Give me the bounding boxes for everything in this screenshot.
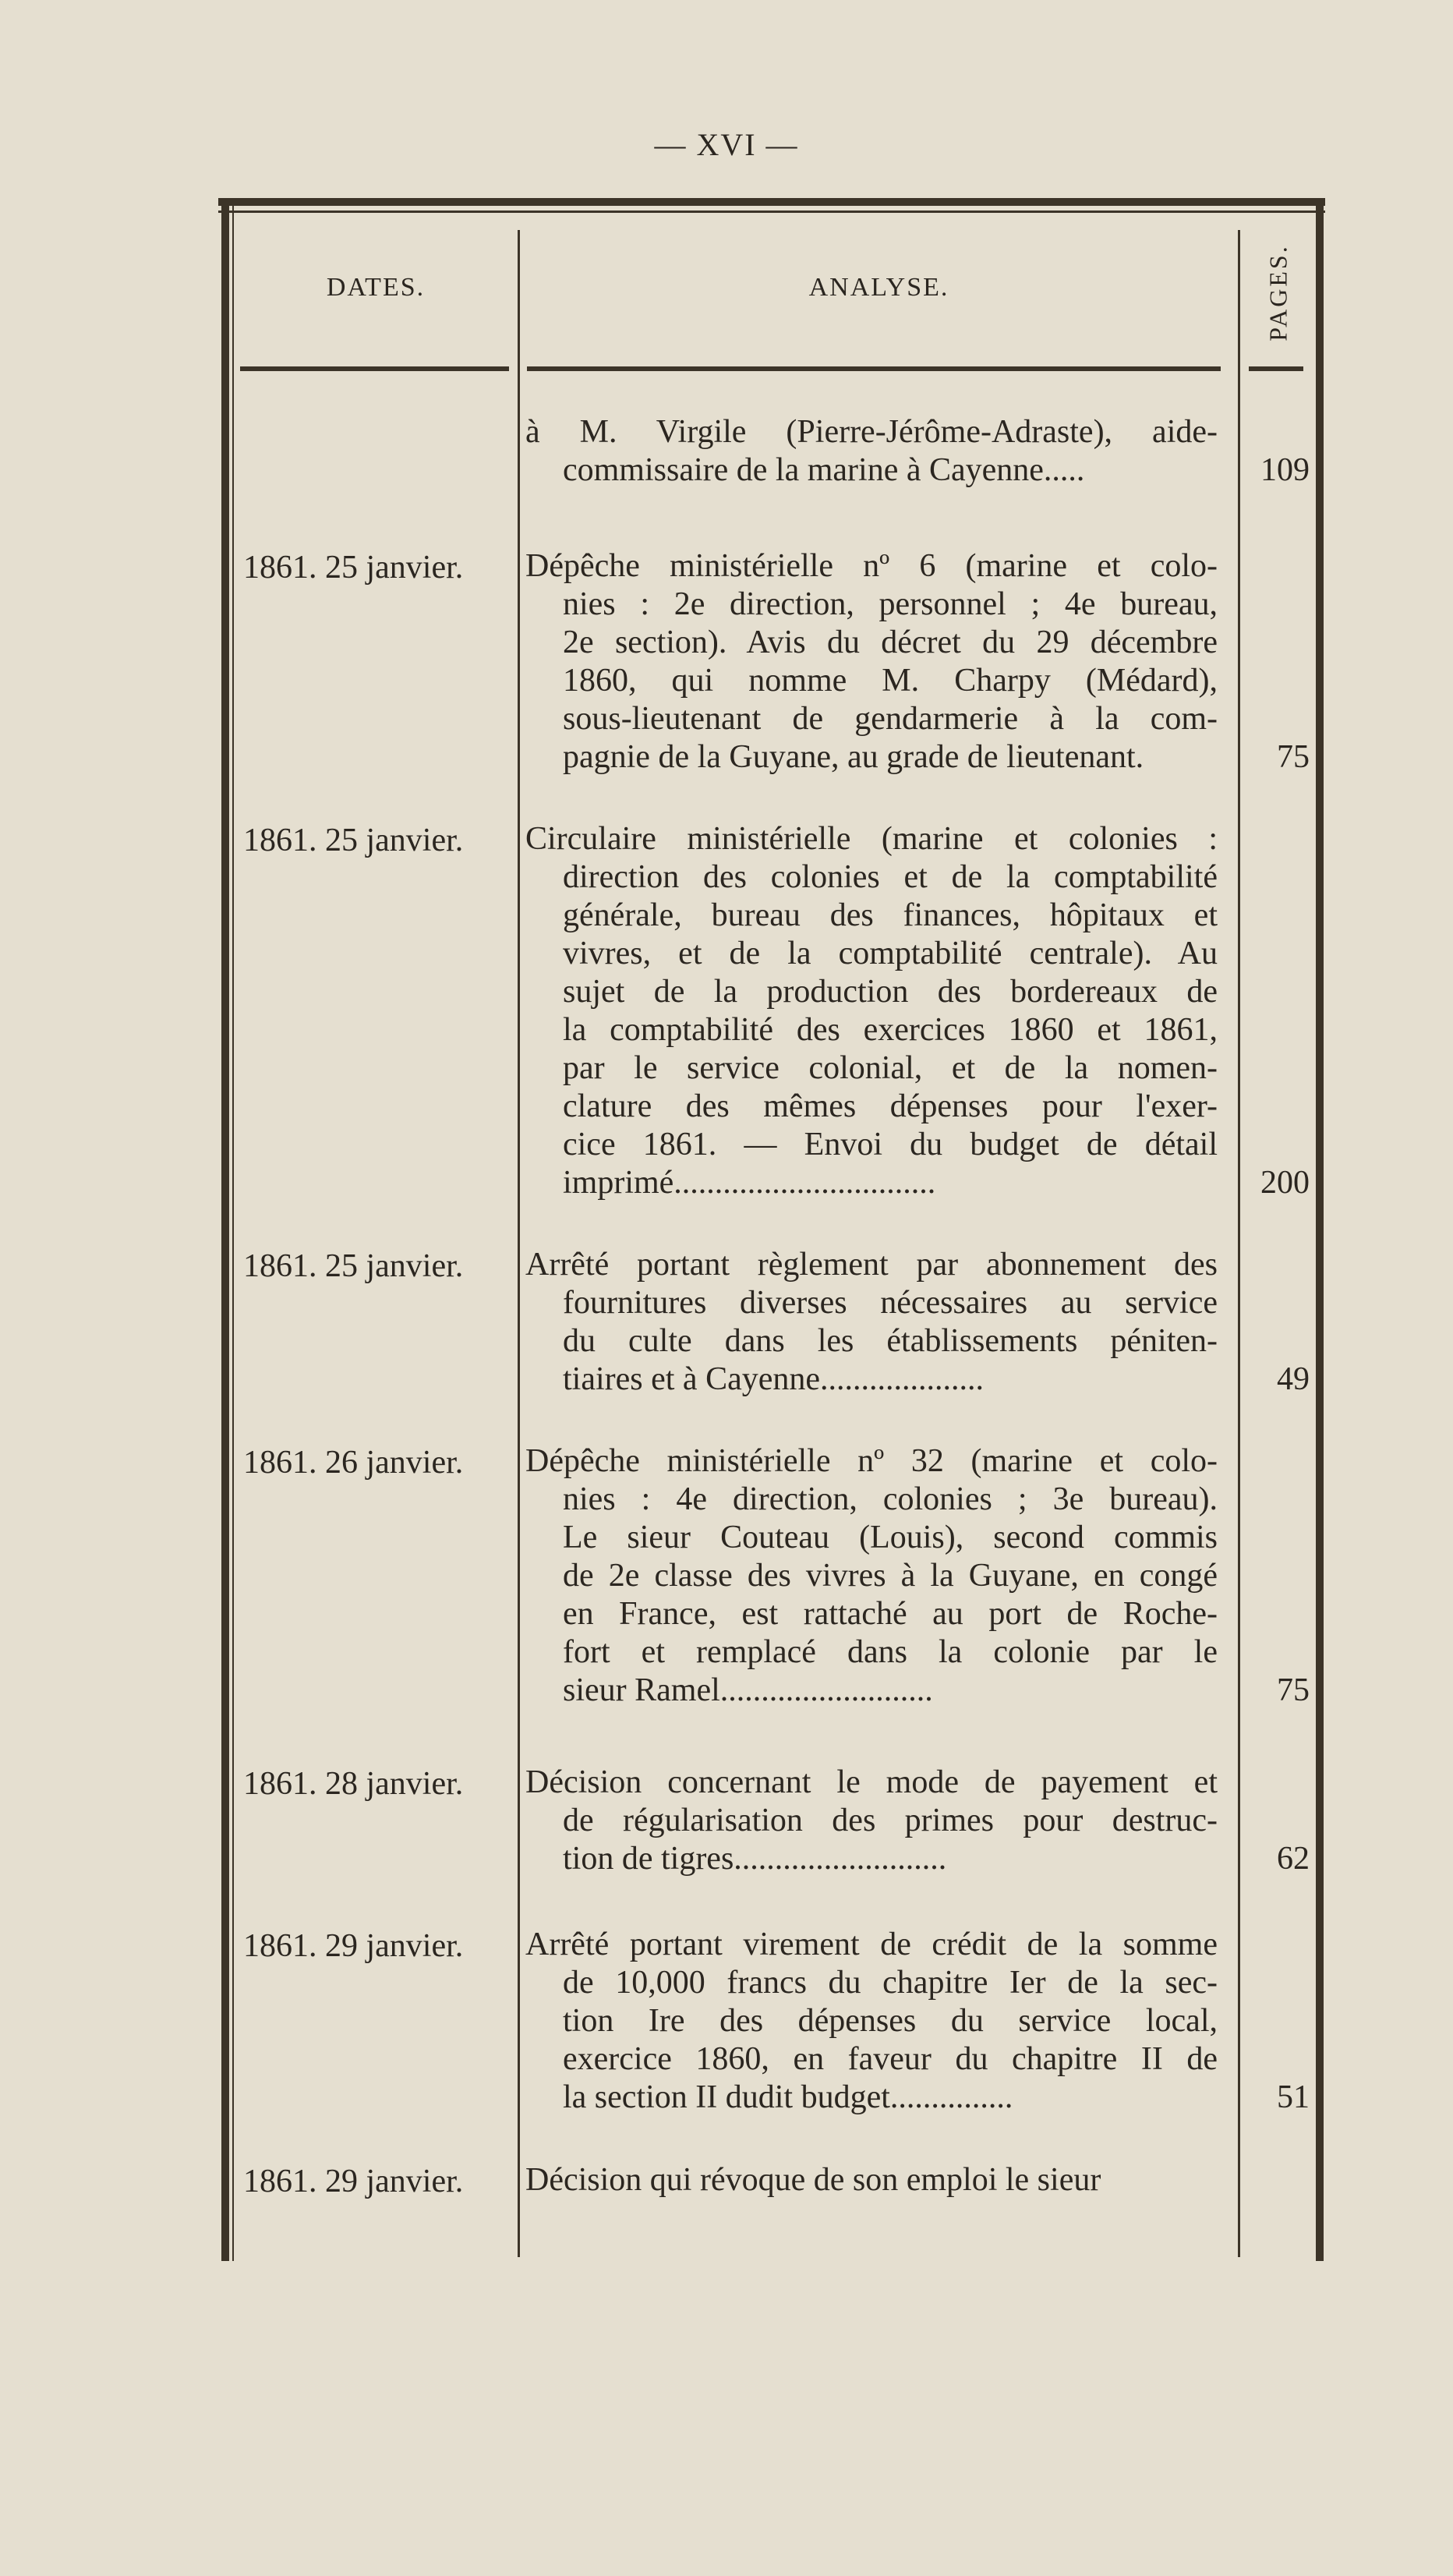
analyse-line: Dépêche ministérielle nº 32 (marine et colo-	[525, 1443, 1218, 1479]
analyse-line: de 2e classe des vivres à la Guyane, en congé	[563, 1558, 1218, 1594]
entry-page: 49	[1277, 1361, 1310, 1397]
table-right-border	[1316, 204, 1324, 2261]
entry-analyse	[525, 1926, 1218, 2117]
analyse-line: pagnie de la Guyane, au grade de lieutenant.	[563, 739, 1144, 775]
entry-analyse	[525, 1764, 1218, 1878]
analyse-line: cice 1861. — Envoi du budget de détail	[563, 1127, 1218, 1162]
entry-analyse	[525, 1246, 1218, 1399]
entry-analyse	[525, 1442, 1218, 1710]
analyse-line: sous-lieutenant de gendarmerie à la com-	[563, 701, 1218, 737]
analyse-line: imprimé................................	[563, 1165, 936, 1201]
header-pages: PAGES.	[1264, 243, 1292, 341]
header-rule-pages	[1249, 366, 1303, 371]
analyse-line: nies : 4e direction, colonies ; 3e bureau).	[563, 1481, 1218, 1517]
analyse-line: par le service colonial, et de la nomen-	[563, 1050, 1218, 1086]
entry-date: 1861. 28 janvier.	[243, 1766, 464, 1802]
entry-date: 1861. 25 janvier.	[243, 1248, 464, 1284]
header-analyse: ANALYSE.	[808, 273, 949, 302]
page-number: — XVI —	[654, 127, 799, 162]
analyse-line: la comptabilité des exercices 1860 et 1861,	[563, 1012, 1218, 1048]
entry-page: 75	[1277, 1672, 1310, 1708]
header-dates: DATES.	[326, 273, 426, 302]
entry-date: 1861. 26 janvier.	[243, 1445, 464, 1481]
entry-analyse	[525, 820, 1218, 1202]
entry-page: 62	[1277, 1841, 1310, 1877]
header-rule-dates	[240, 366, 509, 371]
entry-date: 1861. 25 janvier.	[243, 550, 464, 586]
analyse-line: Décision concernant le mode de payement et	[525, 1764, 1218, 1800]
analyse-line: nies : 2e direction, personnel ; 4e bureau,	[563, 586, 1218, 622]
analyse-line: tion Ire des dépenses du service local,	[563, 2003, 1218, 2039]
analyse-line: sieur Ramel..........................	[563, 1672, 933, 1708]
entry-analyse	[525, 547, 1218, 777]
column-divider-dates	[518, 230, 520, 2257]
analyse-line: la section II dudit budget...............	[563, 2079, 1013, 2115]
analyse-line: Circulaire ministérielle (marine et colonies :	[525, 821, 1218, 857]
analyse-line: fort et remplacé dans la colonie par le	[563, 1634, 1218, 1670]
entry-date: 1861. 29 janvier.	[243, 2164, 464, 2199]
analyse-line: commissaire de la marine à Cayenne.....	[563, 452, 1085, 488]
analyse-line: générale, bureau des finances, hôpitaux et	[563, 897, 1218, 933]
entry-page: 200	[1260, 1165, 1310, 1201]
table-top-rule-thin	[218, 211, 1325, 213]
analyse-line: Arrêté portant règlement par abonnement des	[525, 1247, 1218, 1283]
analyse-line: 2e section). Avis du décret du 29 décembre	[563, 625, 1218, 660]
analyse-line: de régularisation des primes pour destruc-	[563, 1803, 1218, 1838]
analyse-line: Le sieur Couteau (Louis), second commis	[563, 1520, 1218, 1555]
analyse-line: sujet de la production des bordereaux de	[563, 974, 1218, 1010]
entry-page: 51	[1277, 2079, 1310, 2115]
entry-analyse	[525, 413, 1218, 490]
analyse-line: en France, est rattaché au port de Roche-	[563, 1596, 1218, 1632]
analyse-line: Arrêté portant virement de crédit de la somme	[525, 1927, 1218, 1962]
analyse-line: à M. Virgile (Pierre-Jérôme-Adraste), aide-	[525, 414, 1218, 450]
analyse-line: clature des mêmes dépenses pour l'exer-	[563, 1088, 1218, 1124]
analyse-line: fournitures diverses nécessaires au service	[563, 1285, 1218, 1321]
table-left-border-inner	[232, 204, 234, 2261]
table-top-rule	[218, 198, 1325, 206]
analyse-line: de 10,000 francs du chapitre Ier de la sec-	[563, 1965, 1218, 2001]
table-left-border	[221, 204, 229, 2261]
analyse-line: du culte dans les établissements péniten-	[563, 1323, 1218, 1359]
analyse-line: vivres, et de la comptabilité centrale). Au	[563, 936, 1218, 971]
entry-page: 109	[1260, 452, 1310, 488]
entry-date: 1861. 29 janvier.	[243, 1928, 464, 1964]
entry-analyse	[525, 2161, 1218, 2199]
analyse-line: Dépêche ministérielle nº 6 (marine et colo-	[525, 548, 1218, 584]
analyse-line: tiaires et à Cayenne....................	[563, 1361, 985, 1397]
column-divider-analyse	[1238, 230, 1240, 2257]
analyse-line: 1860, qui nomme M. Charpy (Médard),	[563, 663, 1218, 699]
entry-date: 1861. 25 janvier.	[243, 823, 464, 858]
header-rule-analyse	[527, 366, 1221, 371]
analyse-line: Décision qui révoque de son emploi le sieur	[525, 2162, 1101, 2198]
analyse-line: exercice 1860, en faveur du chapitre II de	[563, 2041, 1218, 2077]
analyse-line: direction des colonies et de la comptabilité	[563, 859, 1218, 895]
entry-page: 75	[1277, 739, 1310, 775]
analyse-line: tion de tigres..........................	[563, 1841, 947, 1877]
